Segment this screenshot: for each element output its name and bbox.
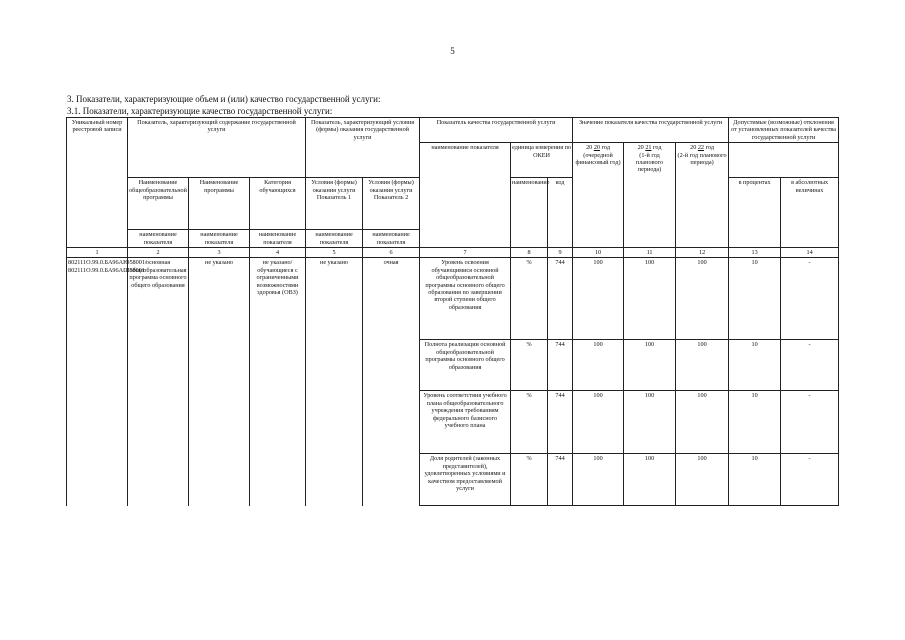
column-number: 13 <box>729 248 781 258</box>
column-number: 1 <box>67 248 128 258</box>
indicator-name: Уровень соответствия учебного плана общеобразовательного учреждения требованиям федерального базисного учебного плана <box>420 391 511 454</box>
deviation-percent: 10 <box>729 454 781 506</box>
header-year3 <box>676 143 729 248</box>
indicator-name: Уровень освоения обучающимися основной общеобразовательной программы основного общего образования по завершении второй ступени общего образования <box>420 258 511 340</box>
value-year2: 100 <box>624 454 676 506</box>
deviation-percent: 10 <box>729 258 781 340</box>
student-category: не указано/ обучающиеся с ограниченными возможностями здоровья (ОВЗ) <box>250 258 306 506</box>
value-year3: 100 <box>676 454 729 506</box>
value-year1: 100 <box>573 340 624 391</box>
header-row-1 <box>67 118 839 143</box>
column-number: 2 <box>128 248 189 258</box>
header-indicator-name-3: наименование показателя <box>189 230 250 248</box>
header-unit-name: наименование <box>511 178 548 248</box>
value-year2: 100 <box>624 258 676 340</box>
header-year2 <box>624 143 676 248</box>
unit-name: % <box>511 258 548 340</box>
header-deviation-percent: в процентах <box>729 178 781 248</box>
year1-prefix: 20 <box>586 144 593 152</box>
column-number: 10 <box>573 248 624 258</box>
column-number: 5 <box>306 248 363 258</box>
deviation-percent: 10 <box>729 340 781 391</box>
column-number: 3 <box>189 248 250 258</box>
header-category: Категория обучающихся <box>250 178 306 230</box>
year1-suffix: год <box>601 144 610 152</box>
unit-code: 744 <box>548 454 573 506</box>
header-unit-code: код <box>548 178 573 248</box>
year3-number: 22 <box>697 144 705 152</box>
header-unit: единица измерения по ОКЕИ <box>511 143 573 178</box>
section-heading: 3. Показатели, характеризующие объем и (или) качество государственной услуги: <box>67 94 381 104</box>
unit-name: % <box>511 454 548 506</box>
unit-code: 744 <box>548 258 573 340</box>
deviation-absolute: - <box>781 258 839 340</box>
column-number: 9 <box>548 248 573 258</box>
quality-indicators-table <box>66 117 839 506</box>
header-value: Значение показателя качества государственной услуги <box>573 118 729 143</box>
year3-subtitle: (2-й год планового периода) <box>677 151 727 167</box>
header-program: Наименование программы <box>189 178 250 230</box>
header-year1 <box>573 143 624 248</box>
header-indicator-name: наименование показателя <box>420 143 511 248</box>
year1-number: 20 <box>593 144 600 152</box>
header-condition-2: Условия (формы) оказания услуги Показатель 2 <box>363 178 420 230</box>
column-number: 4 <box>250 248 306 258</box>
column-number: 12 <box>676 248 729 258</box>
header-deviation-text: Допустимые (возможные) отклонения от установленных показателей качества государственной услуги <box>731 119 836 141</box>
deviation-absolute: - <box>781 340 839 391</box>
header-deviation <box>729 118 839 143</box>
unit-name: % <box>511 340 548 391</box>
value-year3: 100 <box>676 391 729 454</box>
year3-prefix: 20 <box>690 144 697 152</box>
year2-subtitle: (1-й год планового периода) <box>636 151 664 174</box>
registry-number: 802111О.99.0.БА96АЮ58001/ 802111О.99.0.БА96АШ58001 <box>67 258 128 506</box>
table-row <box>67 258 839 340</box>
header-content-spacer <box>128 143 306 178</box>
subsection-heading: 3.1. Показатели, характеризующие качество государственной услуги: <box>67 106 333 116</box>
indicator-name: Полнота реализации основной общеобразовательной программы основного общего образования <box>420 340 511 391</box>
value-year1: 100 <box>573 454 624 506</box>
page-number: 5 <box>450 46 455 56</box>
header-indicator-name-5: наименование показателя <box>306 230 363 248</box>
header-deviation-absolute: в абсолютных величинах <box>781 178 839 248</box>
unit-code: 744 <box>548 340 573 391</box>
header-edu-program: Наименование общеобразовательной программы <box>128 178 189 230</box>
value-year3: 100 <box>676 258 729 340</box>
indicator-name: Доля родителей (законных представителей), удовлетворенных условиями и качеством предоставляемой услуги <box>420 454 511 506</box>
condition-2: очная <box>363 258 420 506</box>
column-number: 14 <box>781 248 839 258</box>
header-condition-1: Условия (формы) оказания услуги Показатель 1 <box>306 178 363 230</box>
column-number: 7 <box>420 248 511 258</box>
deviation-percent: 10 <box>729 391 781 454</box>
column-numbers-row <box>67 248 839 258</box>
header-conditions: Показатель, характеризующий условия (формы) оказания государственной услуги <box>306 118 420 143</box>
value-year3: 100 <box>676 340 729 391</box>
edu-program-name: основная общеобразовательная программа основного общего образования <box>128 258 189 506</box>
column-number: 11 <box>624 248 676 258</box>
header-deviation-spacer <box>729 143 839 178</box>
value-year1: 100 <box>573 258 624 340</box>
value-year1: 100 <box>573 391 624 454</box>
unit-name: % <box>511 391 548 454</box>
program-name: не указано <box>189 258 250 506</box>
year2-suffix: год <box>653 144 662 152</box>
deviation-absolute: - <box>781 454 839 506</box>
year2-prefix: 20 <box>637 144 644 152</box>
header-row-2 <box>67 143 839 178</box>
year2-number: 21 <box>645 144 652 152</box>
value-year2: 100 <box>624 391 676 454</box>
column-number: 6 <box>363 248 420 258</box>
condition-1: не указано <box>306 258 363 506</box>
header-indicator-name-6: наименование показателя <box>363 230 420 248</box>
header-reg-number: Уникальный номер реестровой записи <box>67 118 128 248</box>
header-indicator-name-4: наименование показателя <box>250 230 306 248</box>
header-content: Показатель, характеризующий содержание государственной услуги <box>128 118 306 143</box>
unit-code: 744 <box>548 391 573 454</box>
year3-suffix: год <box>705 144 715 152</box>
column-number: 8 <box>511 248 548 258</box>
header-indicator-name-2: наименование показателя <box>128 230 189 248</box>
deviation-absolute: - <box>781 391 839 454</box>
header-conditions-spacer <box>306 143 420 178</box>
year1-subtitle: (очередной финансовый год) <box>575 151 621 167</box>
header-quality: Показатель качества государственной услуги <box>420 118 573 143</box>
value-year2: 100 <box>624 340 676 391</box>
